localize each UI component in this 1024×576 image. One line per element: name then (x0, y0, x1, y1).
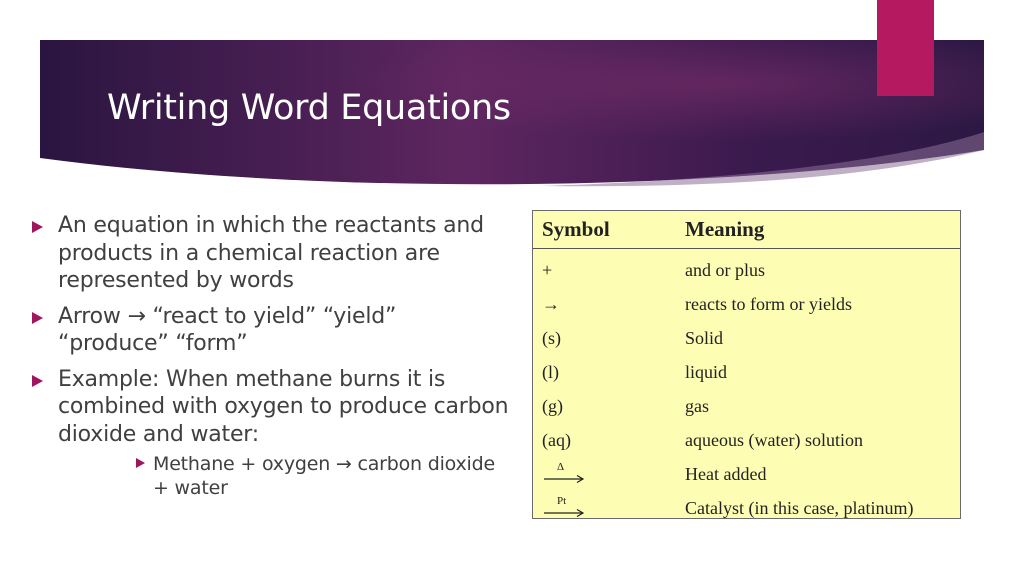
row-symbol: → (542, 294, 560, 314)
row-meaning: Catalyst (in this case, platinum) (685, 498, 914, 518)
triangle-bullet-icon (136, 458, 145, 468)
bullet-text: Arrow → “react to yield” “yield” “produce” “form” (58, 303, 397, 356)
row-symbol: (s) (542, 328, 561, 348)
row-symbol (542, 461, 586, 493)
row-meaning: Solid (685, 328, 724, 348)
bullet-list (30, 212, 510, 508)
triangle-bullet-icon (32, 375, 43, 387)
row-symbol: (g) (542, 396, 563, 416)
table-row (533, 357, 960, 391)
bullet-item (30, 212, 510, 295)
row-meaning: liquid (685, 362, 728, 382)
table-row (533, 493, 960, 527)
triangle-bullet-icon (32, 312, 43, 324)
arrow-mark: Pt (557, 495, 567, 507)
catalyst-arrow-icon (542, 496, 586, 520)
arrow-mark: Δ (557, 461, 565, 473)
table-row (533, 459, 960, 493)
row-symbol: (l) (542, 362, 559, 382)
row-meaning: aqueous (water) solution (685, 430, 863, 450)
row-symbol: + (542, 260, 553, 280)
row-symbol: (aq) (542, 430, 571, 450)
sub-bullet-item (134, 452, 510, 500)
heat-arrow-icon (542, 462, 586, 486)
row-meaning: reacts to form or yields (685, 294, 852, 314)
table-row (533, 255, 960, 289)
table-header (533, 211, 960, 249)
row-symbol (542, 495, 586, 527)
header-symbol: Symbol (542, 217, 610, 241)
symbol-table (532, 210, 961, 519)
table-row (533, 391, 960, 425)
table-row (533, 289, 960, 323)
bullet-text: An equation in which the reactants and products in a chemical reaction are represented by words (58, 213, 484, 293)
table-row (533, 323, 960, 357)
table-row (533, 425, 960, 459)
row-meaning: Heat added (685, 464, 767, 484)
row-meaning: and or plus (685, 260, 765, 280)
slide-title: Writing Word Equations (107, 88, 511, 128)
row-meaning: gas (685, 396, 709, 416)
bullet-item (30, 366, 510, 501)
accent-tab (877, 0, 934, 96)
header-meaning: Meaning (685, 217, 765, 241)
bullet-text: Example: When methane burns it is combined with oxygen to produce carbon dioxide and water: (58, 366, 509, 447)
bullet-item (30, 303, 510, 358)
triangle-bullet-icon (32, 221, 43, 233)
sub-bullet-text: Methane + oxygen → carbon dioxide + water (153, 453, 495, 499)
